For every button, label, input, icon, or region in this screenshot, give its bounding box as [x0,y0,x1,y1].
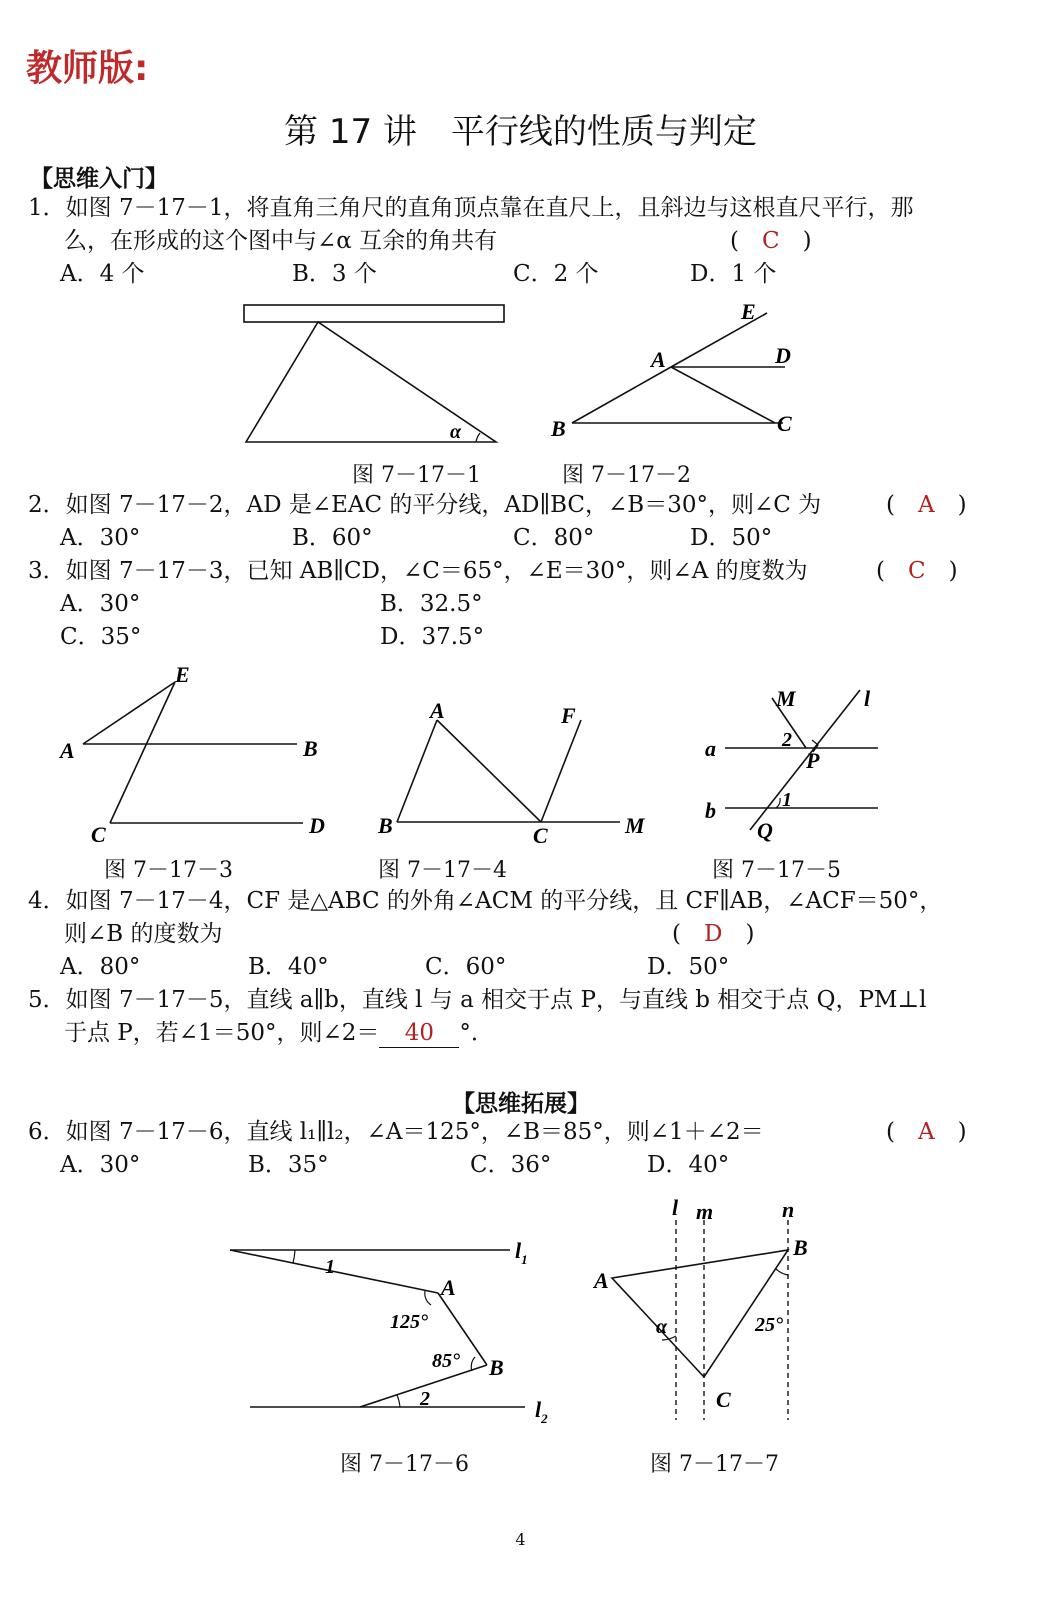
label-d: D [309,813,325,838]
q2-answer-box: ( A ) [886,492,967,518]
angle-2-label: 2 [420,1388,430,1410]
label-l2 [535,1397,548,1426]
label-p: P [806,748,820,773]
label-m: M [776,686,796,711]
q3-option-d: D．37.5° [380,624,485,650]
label-e: E [175,662,190,687]
q1-answer: C [761,228,780,254]
figure-7-17-1 [240,300,510,450]
label-l2-sub: 2 [541,1411,548,1426]
q3-option-a: A．30° [60,591,141,617]
q4-option-b: B．40° [248,954,329,980]
lesson-title: 第 17 讲 平行线的性质与判定 [284,112,757,152]
label-b: B [551,416,566,441]
label-c: C [533,823,548,848]
line-ba [397,720,437,822]
q2-option-a: A．30° [60,525,141,551]
q1-option-d: D．1 个 [690,261,777,287]
label-l1 [515,1238,528,1267]
figure-7-17-6 [225,1225,570,1435]
angle-25-label: 25° [755,1314,783,1336]
label-c: C [716,1387,731,1412]
label-m: m [696,1199,714,1224]
q5-stem-prefix: 于点 P，若∠1＝50°，则∠2＝ [64,1020,380,1046]
label-b: B [793,1235,808,1260]
angle-125-label: 125° [390,1311,428,1333]
angle-25-arc [776,1269,788,1275]
figure-7-17-5 [700,680,900,845]
q5-answer-blank: 40 [379,1019,459,1048]
label-b: B [489,1355,504,1380]
caption-7-17-1: 图 7－17－1 [352,463,481,488]
line-ba [572,367,671,423]
label-m: M [625,813,645,838]
q3-answer: C [907,558,926,584]
angle-2-arc [397,1395,400,1407]
caption-7-17-5: 图 7－17－5 [712,858,841,883]
alpha-arc [476,433,480,442]
q1-option-b: B．3 个 [292,261,377,287]
figure-7-17-4 [375,695,665,850]
q2-option-d: D．50° [690,525,773,551]
caption-7-17-6: 图 7－17－6 [340,1452,469,1477]
label-q: Q [757,818,773,843]
q3-answer-box: ( C ) [876,558,958,584]
label-c: C [777,411,792,436]
line-cf [541,720,581,822]
angle-1-label: 1 [325,1256,335,1278]
label-n: n [782,1197,795,1222]
alpha-label: α [450,421,462,443]
q6-option-d: D．40° [647,1152,730,1178]
label-a: A [441,1275,456,1300]
label-a: A [594,1268,609,1293]
label-b: B [378,813,393,838]
q5-stem-suffix: °． [459,1020,494,1046]
line-l [750,690,860,830]
ruler [244,305,504,322]
q6-option-a: A．30° [60,1152,141,1178]
q6-option-b: B．35° [248,1152,329,1178]
q4-option-a: A．80° [60,954,141,980]
q3-stem: 3．如图 7－17－3，已知 AB∥CD，∠C＝65°，∠E＝30°，则∠A 的度数为 [28,558,808,584]
q4-option-c: C．60° [425,954,507,980]
label-a: A [60,738,75,763]
label-b: b [705,798,716,823]
figure-7-17-3 [55,660,345,845]
section-extend: 【思维拓展】 [452,1091,590,1117]
angle-1-arc [293,1250,295,1263]
q1-option-a: A．4 个 [60,261,145,287]
caption-7-17-7: 图 7－17－7 [650,1452,779,1477]
line-ac [437,720,541,822]
label-d: D [775,343,791,368]
label-l2-main: l [535,1397,542,1422]
q4-option-d: D．50° [647,954,730,980]
q6-answer-box: ( A ) [886,1119,967,1145]
label-l: l [864,686,871,711]
q5-stem-line1: 5．如图 7－17－5，直线 a∥b，直线 l 与 a 相交于点 P，与直线 b 相交于点 Q，PM⊥l [28,987,927,1013]
label-b: B [303,736,318,761]
q4-answer: D [703,921,723,947]
q2-answer: A [917,492,935,518]
label-l1-main: l [515,1238,522,1263]
line-ac [671,367,775,423]
q2-stem: 2．如图 7－17－2，AD 是∠EAC 的平分线，AD∥BC，∠B＝30°，则∠C 为 [28,492,822,518]
q4-stem-line2: 则∠B 的度数为 [64,921,223,947]
label-f: F [561,703,576,728]
label-l1-sub: 1 [521,1252,528,1267]
q1-option-c: C．2 个 [513,261,599,287]
caption-7-17-3: 图 7－17－3 [104,858,233,883]
label-a: a [705,736,716,761]
label-e: E [741,299,756,324]
label-a: A [651,347,666,372]
caption-7-17-4: 图 7－17－4 [378,858,507,883]
angle-85-label: 85° [432,1350,460,1372]
page-number: 4 [515,1530,526,1549]
q1-answer-box: ( C ) [730,228,812,254]
angle-1-arc [776,798,780,808]
q5-stem-line2 [64,1019,494,1048]
q1-stem-line2: 么，在形成的这个图中与∠α 互余的角共有 [64,228,498,254]
q2-option-c: C．80° [513,525,595,551]
figure-7-17-7 [590,1195,830,1430]
q3-option-c: C．35° [60,624,142,650]
label-l: l [672,1195,679,1220]
q6-stem: 6．如图 7－17－6，直线 l₁∥l₂，∠A＝125°，∠B＝85°，则∠1＋∠2＝ [28,1119,764,1145]
figure-7-17-2 [545,295,805,450]
caption-7-17-2: 图 7－17－2 [562,463,691,488]
q2-option-b: B．60° [292,525,373,551]
q3-option-b: B．32.5° [380,591,483,617]
label-c: C [91,822,106,847]
alpha-label: α [656,1316,668,1338]
angle-2-label: 2 [782,729,792,751]
q6-answer: A [917,1119,935,1145]
angle-a-arc [425,1291,431,1305]
q6-option-c: C．36° [470,1152,552,1178]
label-a: A [430,698,445,723]
q4-stem-line1: 4．如图 7－17－4，CF 是△ABC 的外角∠ACM 的平分线，且 CF∥AB，∠ACF＝50°， [28,888,943,914]
q1-stem-line1: 1．如图 7－17－1，将直角三角尺的直角顶点靠在直尺上，且斜边与这根直尺平行，那 [28,195,914,221]
q4-answer-box: ( D ) [672,921,755,947]
teacher-version-label: 教师版: [26,48,149,89]
angle-1-label: 1 [782,789,792,811]
section-intro: 【思维入门】 [30,166,168,192]
